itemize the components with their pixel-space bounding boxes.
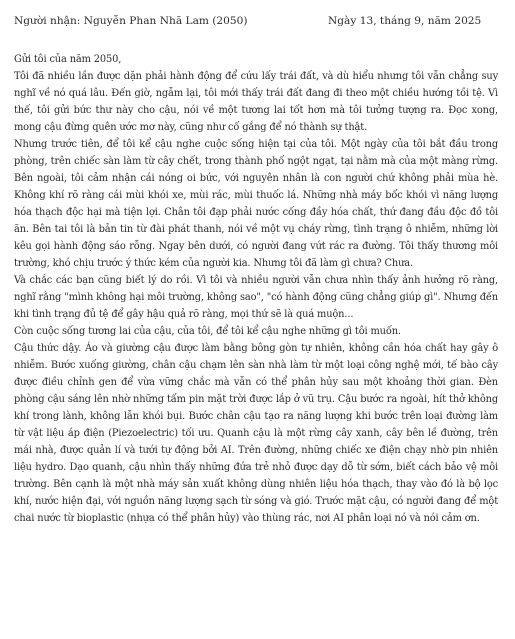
date-line: Ngày 13, tháng 9, năm 2025 (328, 15, 482, 27)
letter-paragraph-1: Tôi đã nhiều lần được dặn phải hành động để cứu lấy trái đất, và dù hiểu nhưng tôi vẫn chẳng suy nghĩ về nó quá lâu. Đến giờ, ngẫm lại, tôi mới thấy trái đất đang đi theo một chiều hướng tồi tệ. Vì thế, tôi gửi bức thư này cho cậu, nói về một tương lai tốt hơn mà tôi tưởng tượng ra. Đọc xong, mong cậu đừng quên ước mơ này, cũng như cố gắng để nó thành sự thật. (14, 71, 498, 133)
recipient-line: Người nhận: Nguyễn Phan Nhã Lam (2050) (14, 15, 248, 27)
letter-paragraph-3: Và chắc các bạn cũng biết lý do rồi. Vì tôi và nhiều người vẫn chưa nhìn thấy ảnh hưởng rõ ràng, nghĩ rằng "mình không hại môi trường, không sao", "có hành động cũng chẳng giúp gì". Nhưng đến khi tình trạng đủ tệ để gây hậu quả rõ ràng, mọi thứ sẽ là quá muộn... (14, 275, 498, 320)
letter-body (14, 51, 498, 527)
letter-header (14, 12, 501, 30)
letter-paragraph-5: Cậu thức dậy. Áo và giường cậu được làm bằng bông gòn tự nhiên, không cần hóa chất hay gây ô nhiễm. Bước xuống giường, chân cậu chạm lên sàn nhà làm từ một loại công nghệ mới, tế bào cây được điều chỉnh gen để vừa vững chắc mà vẫn có thể phân hủy sau một khoảng thời gian. Đèn phòng cậu sáng lên nhờ những tấm pin mặt trời được lắp ở vũ trụ. Cậu bước ra ngoài, hít thở không khí trong lành, không lẫn khói bụi. Bước chân cậu tạo ra năng lượng khi bước trên loại đường làm từ vật liệu áp điện (Piezoelectric) tối ưu. Quanh cậu là một rừng cây xanh, cây bên lề đường, trên mái nhà, được quản lí và tưới tự động bởi AI. Trên đường, những chiếc xe điện chạy nhờ pin nhiên liệu hydro. Dạo quanh, cậu nhìn thấy những đứa trẻ nhỏ được dạy dỗ từ sớm, biết cách bảo vệ môi trường. Bên cạnh là một nhà máy sản xuất không dùng nhiên liệu hóa thạch, thay vào đó là bộ lọc khí, nước hiện đại, với nguồn năng lượng sạch từ sóng và gió. Trước mặt cậu, có người đang để một chai nước từ bioplastic (nhựa có thể phân hủy) vào thùng rác, nơi AI phân loại nó và nói cảm ơn. (14, 343, 498, 524)
letter-paragraph-4: Còn cuộc sống tương lai của cậu, của tôi, để tôi kể cậu nghe những gì tôi muốn. (14, 326, 401, 337)
letter-paragraph-2: Nhưng trước tiên, để tôi kể cậu nghe cuộc sống hiện tại của tôi. Một ngày của tôi bắt đầu trong phòng, trên chiếc sàn làm từ cây chết, trong thành phố ngột ngạt, tại nằm mà của một màng rừng. Bên ngoài, tôi cảm nhận cái nóng oi bức, với nguyên nhân là con người chứ không phải mùa hè. Không khí rõ ràng cái mùi khói xe, mùi rác, mùi thuốc lá. Những nhà máy bốc khói vì năng lượng hóa thạch độc hại mà tiện lợi. Chân tôi đạp phải nước cống đầy hóa chất, thứ đang đầu độc đồ tôi ăn. Bên tai tôi là bản tin từ đài phát thanh, nói về một vụ cháy rừng, tình trạng ô nhiễm, những lời kêu gọi hành động sáo rỗng. Ngay bên dưới, có người đang vứt rác ra đường. Tôi thấy thương môi trường, khó chịu trước ý thức kém của người kia. Nhưng tôi đã làm gì chưa? Chưa. (14, 139, 498, 269)
letter-greeting: Gửi tôi của năm 2050, (14, 54, 122, 65)
